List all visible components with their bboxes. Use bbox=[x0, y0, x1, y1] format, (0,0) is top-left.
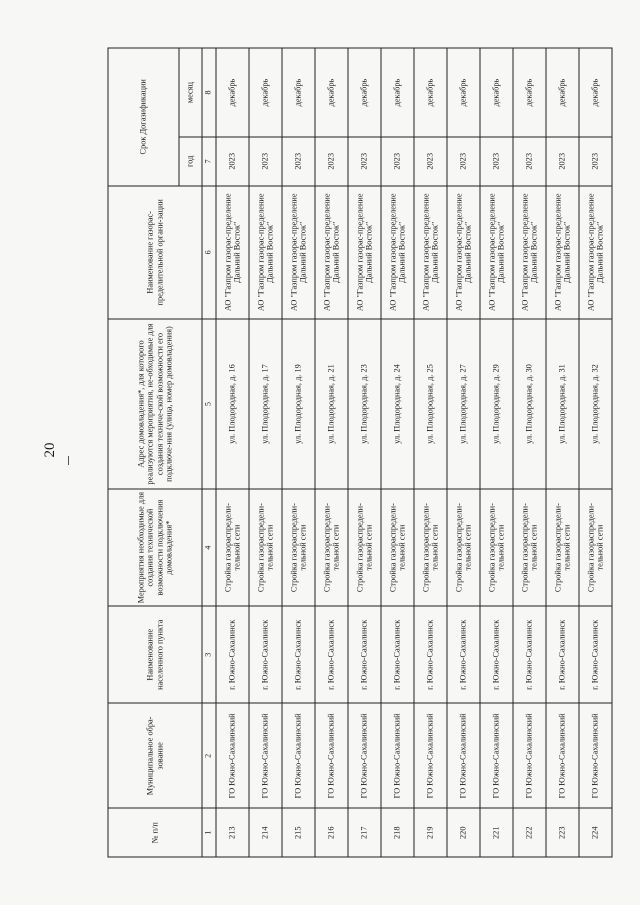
column-number-row bbox=[202, 48, 216, 857]
cell-measures: Стройка газораспредели-тельной сети bbox=[414, 489, 447, 606]
gasification-table bbox=[108, 48, 613, 858]
cell-month: декабрь bbox=[414, 48, 447, 137]
cell-month: декабрь bbox=[546, 48, 579, 137]
column-number: 5 bbox=[202, 319, 216, 489]
cell-municipality: ГО Южно-Сахалинский bbox=[216, 703, 249, 808]
column-number: 1 bbox=[202, 808, 216, 857]
cell-month: декабрь bbox=[315, 48, 348, 137]
column-number: 2 bbox=[202, 703, 216, 808]
cell-year: 2023 bbox=[249, 137, 282, 186]
cell-measures: Стройка газораспредели-тельной сети bbox=[480, 489, 513, 606]
cell-municipality: ГО Южно-Сахалинский bbox=[414, 703, 447, 808]
cell-org: АО "Газпром газорас-пределение Дальний Восток" bbox=[546, 186, 579, 319]
cell-org: АО "Газпром газорас-пределение Дальний Восток" bbox=[282, 186, 315, 319]
cell-settlement: г. Южно-Сахалинск bbox=[546, 606, 579, 703]
table-row bbox=[282, 48, 315, 857]
table-row bbox=[579, 48, 612, 857]
cell-municipality: ГО Южно-Сахалинский bbox=[546, 703, 579, 808]
cell-year: 2023 bbox=[414, 137, 447, 186]
cell-month: декабрь bbox=[282, 48, 315, 137]
cell-org: АО "Газпром газорас-пределение Дальний Восток" bbox=[315, 186, 348, 319]
cell-org: АО "Газпром газорас-пределение Дальний Восток" bbox=[414, 186, 447, 319]
table-row bbox=[216, 48, 249, 857]
header-measures: Мероприятия необходимые для создания технической возможности подключения домовладения* bbox=[108, 489, 202, 606]
column-number: 4 bbox=[202, 489, 216, 606]
header-address: Адрес домовладения*, для которого реализуются мероприятия, не-обходимые для создания техниче-ской возможности его подключе-ния (улица, номер домовладения) bbox=[108, 319, 202, 489]
cell-measures: Стройка газораспредели-тельной сети bbox=[216, 489, 249, 606]
column-number: 7 bbox=[202, 137, 216, 186]
cell-address: ул. Плодородная, д. 27 bbox=[447, 319, 480, 489]
cell-year: 2023 bbox=[513, 137, 546, 186]
header-settlement: Наименование населенного пункта bbox=[108, 606, 202, 703]
cell-year: 2023 bbox=[447, 137, 480, 186]
cell-no: 214 bbox=[249, 808, 282, 857]
cell-org: АО "Газпром газорас-пределение Дальний Восток" bbox=[579, 186, 612, 319]
cell-measures: Стройка газораспредели-тельной сети bbox=[447, 489, 480, 606]
cell-year: 2023 bbox=[315, 137, 348, 186]
cell-address: ул. Плодородная, д. 29 bbox=[480, 319, 513, 489]
cell-settlement: г. Южно-Сахалинск bbox=[315, 606, 348, 703]
cell-address: ул. Плодородная, д. 19 bbox=[282, 319, 315, 489]
cell-measures: Стройка газораспредели-тельной сети bbox=[513, 489, 546, 606]
table-row bbox=[249, 48, 282, 857]
cell-municipality: ГО Южно-Сахалинский bbox=[579, 703, 612, 808]
cell-municipality: ГО Южно-Сахалинский bbox=[480, 703, 513, 808]
cell-org: АО "Газпром газорас-пределение Дальний Восток" bbox=[348, 186, 381, 319]
cell-month: декабрь bbox=[513, 48, 546, 137]
cell-measures: Стройка газораспредели-тельной сети bbox=[249, 489, 282, 606]
header-deadline: Срок Догазификации bbox=[108, 48, 179, 186]
cell-no: 217 bbox=[348, 808, 381, 857]
cell-settlement: г. Южно-Сахалинск bbox=[216, 606, 249, 703]
cell-address: ул. Плодородная, д. 16 bbox=[216, 319, 249, 489]
cell-address: ул. Плодородная, д. 31 bbox=[546, 319, 579, 489]
cell-no: 220 bbox=[447, 808, 480, 857]
cell-year: 2023 bbox=[381, 137, 414, 186]
cell-municipality: ГО Южно-Сахалинский bbox=[513, 703, 546, 808]
cell-address: ул. Плодородная, д. 30 bbox=[513, 319, 546, 489]
cell-month: декабрь bbox=[348, 48, 381, 137]
cell-no: 216 bbox=[315, 808, 348, 857]
cell-org: АО "Газпром газорас-пределение Дальний Восток" bbox=[447, 186, 480, 319]
cell-address: ул. Плодородная, д. 25 bbox=[414, 319, 447, 489]
cell-org: АО "Газпром газорас-пределение Дальний Восток" bbox=[216, 186, 249, 319]
table-row bbox=[414, 48, 447, 857]
page-number: 20 bbox=[42, 442, 58, 458]
document-table-area bbox=[110, 45, 610, 855]
table-row bbox=[315, 48, 348, 857]
cell-measures: Стройка газораспредели-тельной сети bbox=[315, 489, 348, 606]
cell-settlement: г. Южно-Сахалинск bbox=[579, 606, 612, 703]
table-row bbox=[447, 48, 480, 857]
cell-year: 2023 bbox=[348, 137, 381, 186]
header-no: № п/п bbox=[108, 808, 202, 857]
cell-settlement: г. Южно-Сахалинск bbox=[249, 606, 282, 703]
cell-measures: Стройка газораспредели-тельной сети bbox=[381, 489, 414, 606]
cell-no: 223 bbox=[546, 808, 579, 857]
cell-month: декабрь bbox=[480, 48, 513, 137]
cell-no: 222 bbox=[513, 808, 546, 857]
cell-municipality: ГО Южно-Сахалинский bbox=[447, 703, 480, 808]
cell-settlement: г. Южно-Сахалинск bbox=[480, 606, 513, 703]
table-row bbox=[480, 48, 513, 857]
cell-no: 221 bbox=[480, 808, 513, 857]
column-number: 3 bbox=[202, 606, 216, 703]
header-year: год bbox=[179, 137, 202, 186]
column-number: 8 bbox=[202, 48, 216, 137]
column-number: 6 bbox=[202, 186, 216, 319]
cell-address: ул. Плодородная, д. 21 bbox=[315, 319, 348, 489]
cell-year: 2023 bbox=[216, 137, 249, 186]
cell-org: АО "Газпром газорас-пределение Дальний Восток" bbox=[381, 186, 414, 319]
cell-address: ул. Плодородная, д. 24 bbox=[381, 319, 414, 489]
cell-year: 2023 bbox=[579, 137, 612, 186]
cell-no: 218 bbox=[381, 808, 414, 857]
cell-address: ул. Плодородная, д. 23 bbox=[348, 319, 381, 489]
header-month: месяц bbox=[179, 48, 202, 137]
cell-settlement: г. Южно-Сахалинск bbox=[381, 606, 414, 703]
cell-municipality: ГО Южно-Сахалинский bbox=[249, 703, 282, 808]
cell-month: декабрь bbox=[249, 48, 282, 137]
cell-year: 2023 bbox=[282, 137, 315, 186]
cell-org: АО "Газпром газорас-пределение Дальний Восток" bbox=[249, 186, 282, 319]
cell-address: ул. Плодородная, д. 32 bbox=[579, 319, 612, 489]
cell-municipality: ГО Южно-Сахалинский bbox=[315, 703, 348, 808]
cell-no: 213 bbox=[216, 808, 249, 857]
cell-no: 224 bbox=[579, 808, 612, 857]
cell-measures: Стройка газораспредели-тельной сети bbox=[579, 489, 612, 606]
header-org: Наименование газорас-пределительной органи-зации bbox=[108, 186, 202, 319]
cell-measures: Стройка газораспредели-тельной сети bbox=[348, 489, 381, 606]
cell-month: декабрь bbox=[579, 48, 612, 137]
cell-month: декабрь bbox=[216, 48, 249, 137]
cell-municipality: ГО Южно-Сахалинский bbox=[282, 703, 315, 808]
header-municipality: Муниципальное обра-зование bbox=[108, 703, 202, 808]
cell-settlement: г. Южно-Сахалинск bbox=[282, 606, 315, 703]
cell-no: 215 bbox=[282, 808, 315, 857]
cell-settlement: г. Южно-Сахалинск bbox=[348, 606, 381, 703]
cell-measures: Стройка газораспредели-тельной сети bbox=[546, 489, 579, 606]
cell-month: декабрь bbox=[381, 48, 414, 137]
header-row bbox=[108, 48, 179, 857]
scan-mark bbox=[68, 456, 69, 465]
cell-year: 2023 bbox=[480, 137, 513, 186]
cell-org: АО "Газпром газорас-пределение Дальний Восток" bbox=[480, 186, 513, 319]
cell-year: 2023 bbox=[546, 137, 579, 186]
cell-settlement: г. Южно-Сахалинск bbox=[447, 606, 480, 703]
cell-settlement: г. Южно-Сахалинск bbox=[414, 606, 447, 703]
cell-measures: Стройка газораспредели-тельной сети bbox=[282, 489, 315, 606]
table-row bbox=[546, 48, 579, 857]
table-row bbox=[513, 48, 546, 857]
cell-settlement: г. Южно-Сахалинск bbox=[513, 606, 546, 703]
cell-org: АО "Газпром газорас-пределение Дальний Восток" bbox=[513, 186, 546, 319]
table-row bbox=[381, 48, 414, 857]
cell-municipality: ГО Южно-Сахалинский bbox=[348, 703, 381, 808]
cell-no: 219 bbox=[414, 808, 447, 857]
cell-address: ул. Плодородная, д. 17 bbox=[249, 319, 282, 489]
table-row bbox=[348, 48, 381, 857]
cell-month: декабрь bbox=[447, 48, 480, 137]
cell-municipality: ГО Южно-Сахалинский bbox=[381, 703, 414, 808]
